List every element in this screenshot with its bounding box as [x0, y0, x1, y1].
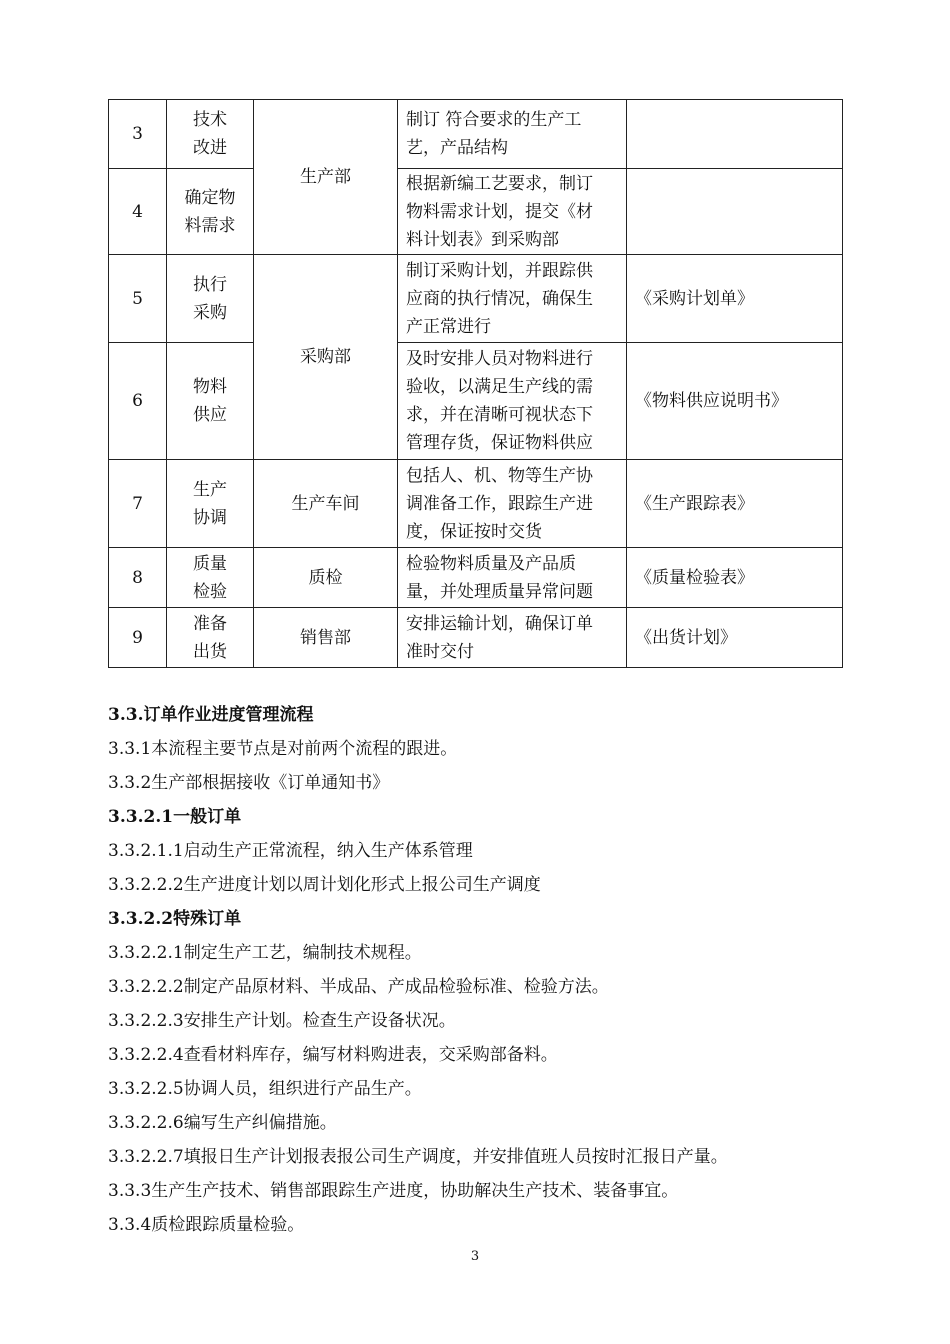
table-row: [109, 608, 843, 668]
department-cell: 销售部: [254, 608, 398, 668]
paragraph: 3.3.2.1.1启动生产正常流程，纳入生产体系管理: [108, 841, 473, 861]
form-name: [627, 169, 843, 255]
row-number: 5: [109, 255, 167, 343]
step-description: 制订 符合要求的生产工 艺，产品结构: [398, 100, 627, 169]
step-name: 执行 采购: [167, 255, 254, 343]
paragraph: 3.3.2.2.6编写生产纠偏措施。: [108, 1113, 337, 1133]
row-number: 3: [109, 100, 167, 169]
subsection-heading: 3.3.2.2特殊订单: [108, 909, 242, 929]
step-description: 检验物料质量及产品质 量，并处理质量异常问题: [398, 548, 627, 608]
paragraph: 3.3.2.2.2制定产品原材料、半成品、产成品检验标准、检验方法。: [108, 977, 609, 997]
department-cell: 质检: [254, 548, 398, 608]
form-name: 《生产跟踪表》: [627, 460, 843, 548]
form-name: 《质量检验表》: [627, 548, 843, 608]
step-name: 物料 供应: [167, 343, 254, 460]
paragraph: 3.3.4质检跟踪质量检验。: [108, 1215, 305, 1235]
row-number: 9: [109, 608, 167, 668]
form-name: 《采购计划单》: [627, 255, 843, 343]
step-name: 准备 出货: [167, 608, 254, 668]
row-number: 8: [109, 548, 167, 608]
paragraph: 3.3.2.2.7填报日生产计划报表报公司生产调度，并安排值班人员按时汇报日产量。: [108, 1147, 728, 1167]
form-name: 《物料供应说明书》: [627, 343, 843, 460]
step-description: 安排运输计划，确保订单 准时交付: [398, 608, 627, 668]
paragraph: 3.3.2.2.2生产进度计划以周计划化形式上报公司生产调度: [108, 875, 541, 895]
table-row: [109, 343, 843, 460]
row-number: 7: [109, 460, 167, 548]
form-name: [627, 100, 843, 169]
paragraph: 3.3.2.2.1制定生产工艺，编制技术规程。: [108, 943, 422, 963]
document-body: [108, 701, 848, 1245]
step-name: 质量 检验: [167, 548, 254, 608]
table-row: [109, 169, 843, 255]
department-cell: 采购部: [254, 255, 398, 460]
process-table: [108, 99, 843, 668]
department-cell: 生产部: [254, 100, 398, 255]
paragraph: 3.3.2.2.4查看材料库存，编写材料购进表，交采购部备料。: [108, 1045, 558, 1065]
form-name: 《出货计划》: [627, 608, 843, 668]
row-number: 6: [109, 343, 167, 460]
section-heading: 3.3.订单作业进度管理流程: [108, 705, 314, 725]
table-row: [109, 100, 843, 169]
step-description: 根据新编工艺要求，制订 物料需求计划，提交《材 料计划表》到采购部: [398, 169, 627, 255]
table-row: [109, 255, 843, 343]
paragraph: 3.3.2.2.5协调人员，组织进行产品生产。: [108, 1079, 422, 1099]
department-cell: 生产车间: [254, 460, 398, 548]
subsection-heading: 3.3.2.1一般订单: [108, 807, 242, 827]
paragraph: 3.3.2生产部根据接收《订单通知书》: [108, 773, 390, 793]
row-number: 4: [109, 169, 167, 255]
step-name: 确定物 料需求: [167, 169, 254, 255]
step-description: 包括人、机、物等生产协 调准备工作，跟踪生产进 度，保证按时交货: [398, 460, 627, 548]
table-row: [109, 460, 843, 548]
page-number: 3: [470, 1249, 480, 1264]
paragraph: 3.3.3生产生产技术、销售部跟踪生产进度，协助解决生产技术、装备事宜。: [108, 1181, 679, 1201]
step-name: 技术 改进: [167, 100, 254, 169]
paragraph: 3.3.1本流程主要节点是对前两个流程的跟进。: [108, 739, 458, 759]
step-name: 生产 协调: [167, 460, 254, 548]
step-description: 及时安排人员对物料进行 验收，以满足生产线的需 求，并在清晰可视状态下 管理存货，保证物料供应: [398, 343, 627, 460]
step-description: 制订采购计划，并跟踪供 应商的执行情况，确保生 产正常进行: [398, 255, 627, 343]
table-row: [109, 548, 843, 608]
paragraph: 3.3.2.2.3安排生产计划。检查生产设备状况。: [108, 1011, 456, 1031]
